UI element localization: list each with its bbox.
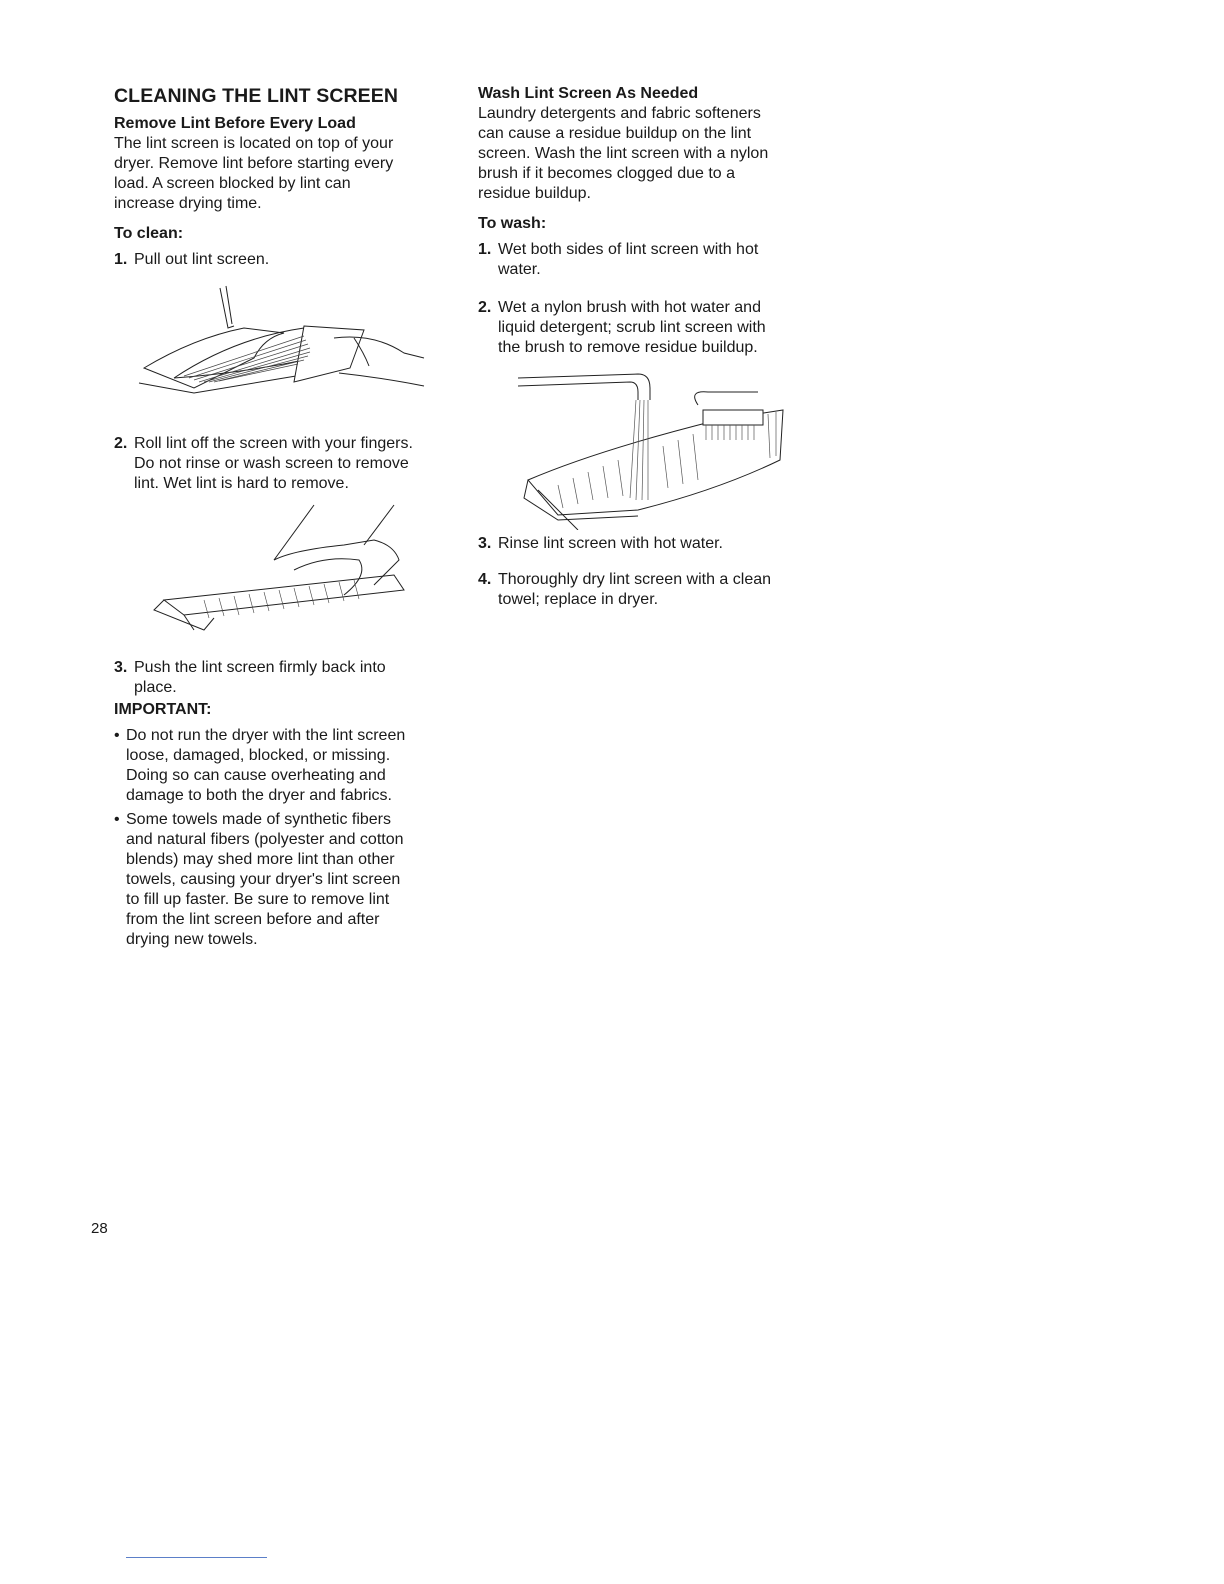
wash-intro-paragraph: Laundry detergents and fabric softeners can cause a residue buildup on the lint screen. Wash the lint screen with a nylon brush if it becomes clogged due to a residue buildup. (478, 105, 769, 202)
wash-lint-screen-illustration (518, 370, 798, 530)
roll-lint-off-illustration (144, 500, 464, 650)
subheading-wash-lint: Wash Lint Screen As Needed (478, 85, 699, 102)
left-column (114, 84, 454, 950)
clean-step-3: 3. Push the lint screen firmly back into place. (114, 659, 386, 696)
pull-out-lint-screen-illustration (134, 278, 454, 428)
wash-step-2: 2. Wet a nylon brush with hot water and liquid detergent; scrub lint screen with the brush to remove residue buildup. (478, 299, 766, 356)
footer-link-underline[interactable] (126, 1557, 267, 1558)
important-bullet-2: • Some towels made of synthetic fibers and natural fibers (polyester and cotton blends) may shed more lint than other towels, causing your dryer's lint screen to fill up faster. Be sure to remove lint from the lint screen before and after drying new towels. (114, 811, 404, 948)
important-bullet-1: • Do not run the dryer with the lint screen loose, damaged, blocked, or missing. Doing so can cause overheating and damage to both the dryer and fabrics. (114, 727, 406, 804)
wash-step-4: 4. Thoroughly dry lint screen with a clean towel; replace in dryer. (478, 571, 772, 608)
to-wash-heading: To wash: (478, 215, 547, 232)
clean-step-2: 2. Roll lint off the screen with your fingers. Do not rinse or wash screen to remove lint. Wet lint is hard to remove. (114, 435, 413, 492)
intro-paragraph: The lint screen is located on top of your dryer. Remove lint before starting every load. A screen blocked by lint can increase drying time. (114, 135, 394, 212)
important-heading: IMPORTANT: (114, 701, 212, 718)
clean-step-1: 1. Pull out lint screen. (114, 251, 270, 268)
right-column (478, 84, 818, 610)
page-number: 28 (91, 1220, 108, 1237)
wash-step-3: 3. Rinse lint screen with hot water. (478, 535, 723, 552)
section-title: CLEANING THE LINT SCREEN (114, 85, 399, 107)
subheading-remove-lint: Remove Lint Before Every Load (114, 115, 356, 132)
wash-step-1: 1. Wet both sides of lint screen with hot water. (478, 241, 759, 278)
to-clean-heading: To clean: (114, 225, 184, 242)
